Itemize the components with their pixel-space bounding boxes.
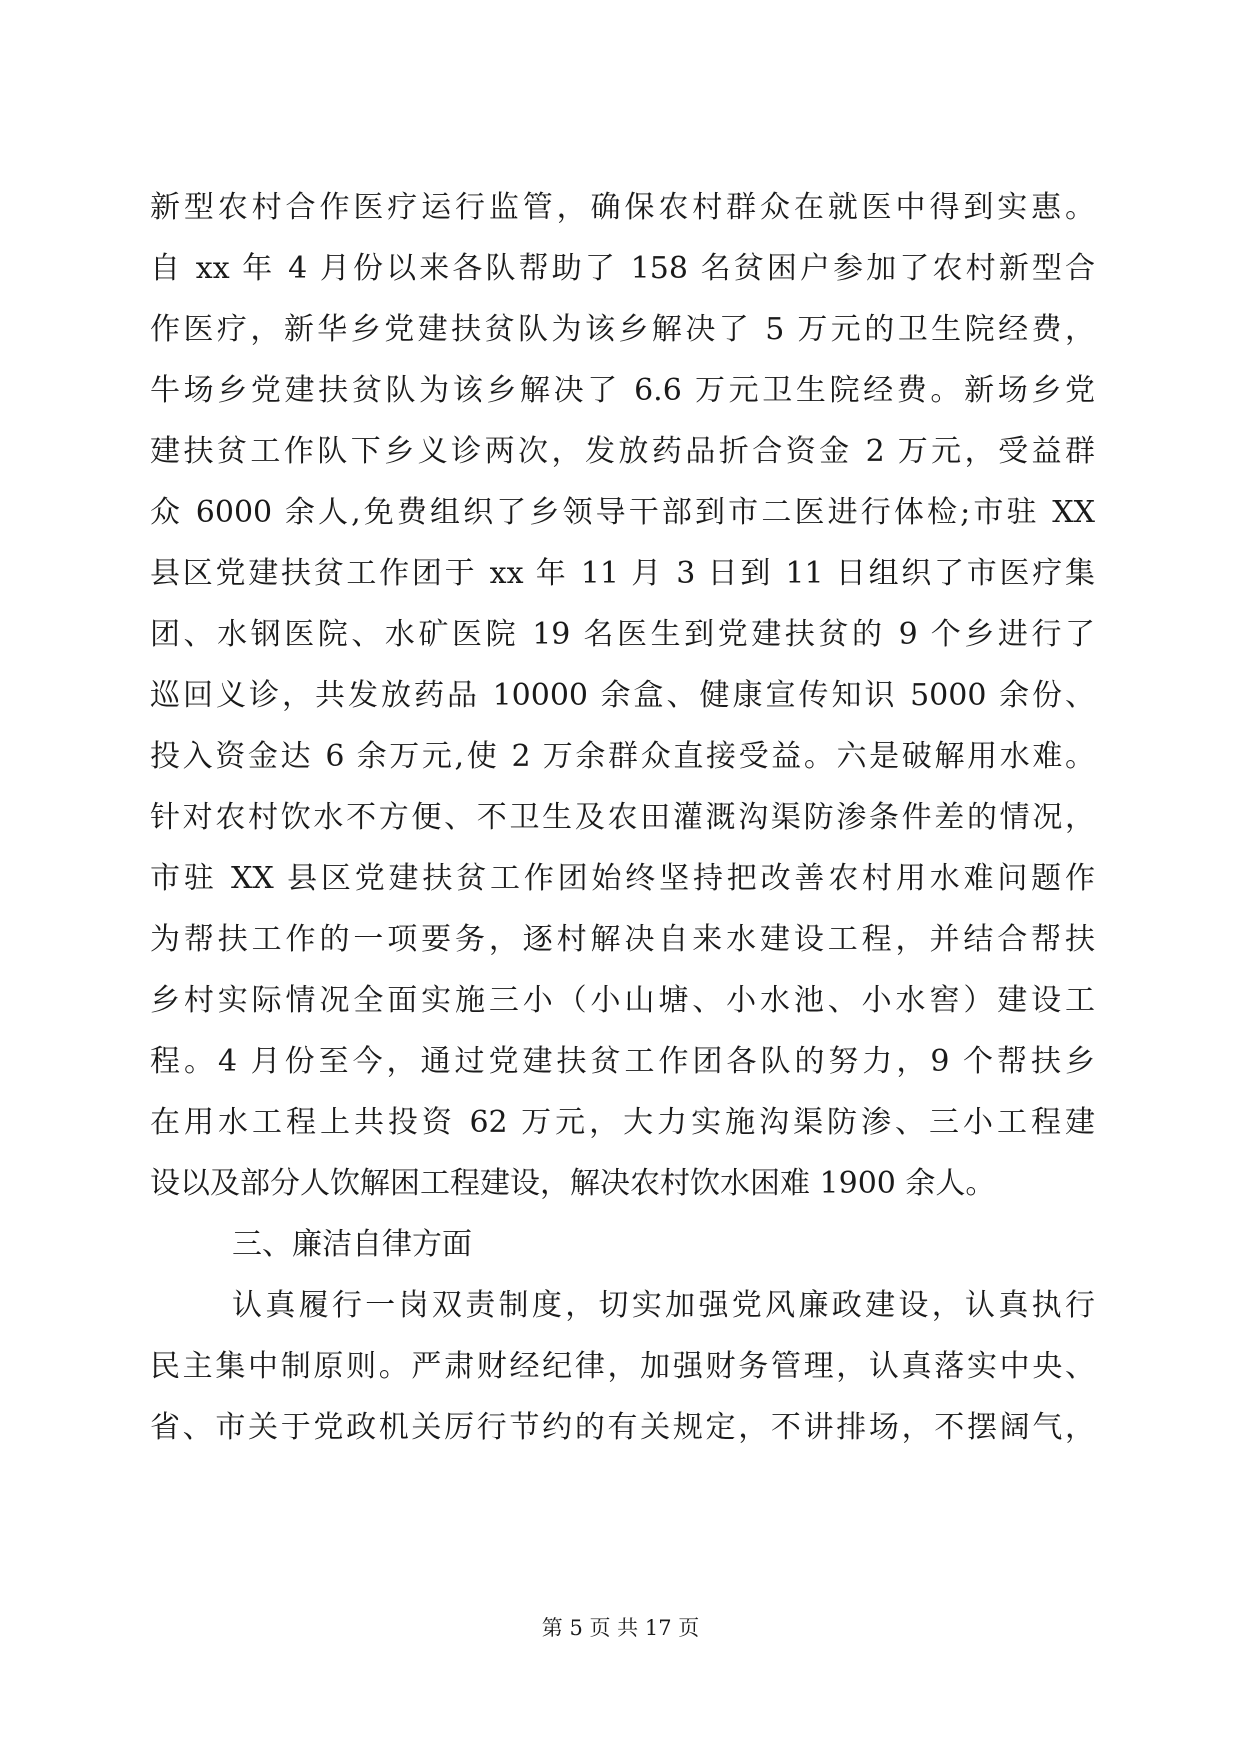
text-line: 新型农村合作医疗运行监管，确保农村群众在就医中得到实惠。 xyxy=(150,190,1095,225)
text-line: 程。4 月份至今，通过党建扶贫工作团各队的努力，9 个帮扶乡 xyxy=(150,1044,1095,1079)
text-line: 县区党建扶贫工作团于 xx 年 11 月 3 日到 11 日组织了市医疗集 xyxy=(150,556,1095,591)
text-line: 自 xx 年 4 月份以来各队帮助了 158 名贫困户参加了农村新型合 xyxy=(150,251,1095,286)
text-line: 众 6000 余人,免费组织了乡领导干部到市二医进行体检;市驻 XX xyxy=(150,495,1095,530)
text-line: 作医疗，新华乡党建扶贫队为该乡解决了 5 万元的卫生院经费， xyxy=(150,312,1095,347)
document-body xyxy=(150,177,1095,1458)
text-line: 在用水工程上共投资 62 万元，大力实施沟渠防渗、三小工程建 xyxy=(150,1105,1095,1140)
text-line: 乡村实际情况全面实施三小（小山塘、小水池、小水窖）建设工 xyxy=(150,983,1095,1018)
text-line: 牛场乡党建扶贫队为该乡解决了 6.6 万元卫生院经费。新场乡党 xyxy=(150,373,1095,408)
text-line: 为帮扶工作的一项要务，逐村解决自来水建设工程，并结合帮扶 xyxy=(150,922,1095,957)
text-line: 省、市关于党政机关厉行节约的有关规定，不讲排场，不摆阔气， xyxy=(150,1410,1095,1445)
text-line: 设以及部分人饮解困工程建设，解决农村饮水困难 1900 余人。 xyxy=(150,1166,996,1201)
text-line: 市驻 XX 县区党建扶贫工作团始终坚持把改善农村用水难问题作 xyxy=(150,861,1095,896)
text-line: 团、水钢医院、水矿医院 19 名医生到党建扶贫的 9 个乡进行了 xyxy=(150,617,1095,652)
text-line: 投入资金达 6 余万元,使 2 万余群众直接受益。六是破解用水难。 xyxy=(150,739,1095,774)
text-line: 针对农村饮水不方便、不卫生及农田灌溉沟渠防渗条件差的情况， xyxy=(150,800,1095,835)
text-line: 建扶贫工作队下乡义诊两次，发放药品折合资金 2 万元，受益群 xyxy=(150,434,1095,469)
text-line: 巡回义诊，共发放药品 10000 余盒、健康宣传知识 5000 余份、 xyxy=(150,678,1095,713)
section-heading: 三、廉洁自律方面 xyxy=(232,1227,472,1262)
page-number: 第 5 页 共 17 页 xyxy=(541,1616,700,1640)
text-line: 民主集中制原则。严肃财经纪律，加强财务管理，认真落实中央、 xyxy=(150,1349,1095,1384)
text-line: 认真履行一岗双责制度，切实加强党风廉政建设，认真执行 xyxy=(232,1288,1095,1323)
